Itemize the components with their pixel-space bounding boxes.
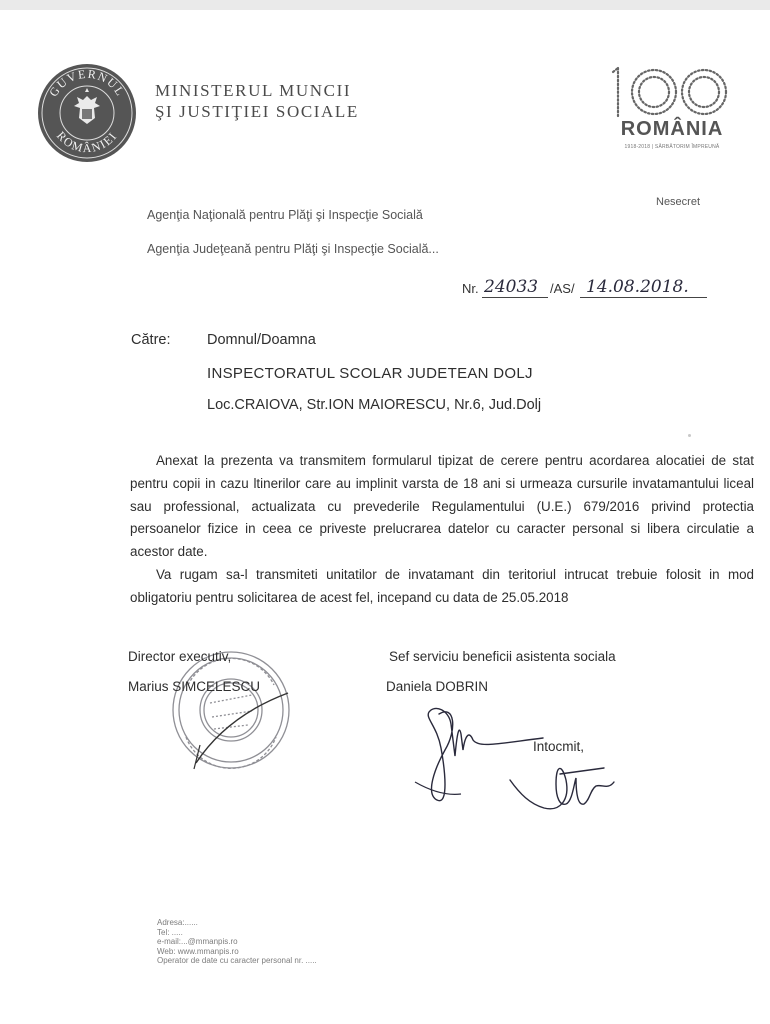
date-underline: [580, 297, 707, 298]
classification-label: Nesecret: [656, 196, 701, 208]
government-seal-logo: [36, 62, 138, 164]
addressee-location: Loc.CRAIOVA, Str.ION MAIORESCU, Nr.6, Jud.Dolj: [207, 397, 542, 413]
centenar-word: ROMÂNIA: [620, 118, 724, 140]
addressee-institution: INSPECTORATUL SCOLAR JUDETEAN DOLJ: [207, 365, 533, 382]
registration-reference: [462, 276, 707, 300]
footer-email: e-mail:...@mmanpis.ro: [157, 937, 238, 947]
svg-text:GUVERNUL: GUVERNUL: [46, 66, 128, 100]
preparer-signature: [500, 750, 630, 820]
svg-text:ROMÂNIEI: ROMÂNIEI: [53, 128, 121, 156]
ministry-line-1: MINISTERUL MUNCII: [155, 81, 352, 100]
scan-speck: [688, 434, 691, 437]
footer-contact: [157, 918, 317, 966]
body-paragraph-2: Va rugam sa-l transmiteti unitatilor de invatamant din teritoriul intrucat trebuie folosit in mod obligatoriu pentru solicitarea de acest fel, incepand cu data de 25.05.2018: [130, 567, 754, 605]
footer-data-operator: Operator de date cu caracter personal nr. .....: [157, 956, 317, 966]
footer-web: Web: www.mmanpis.ro: [157, 946, 239, 956]
service-chief-name: Daniela DOBRIN: [386, 679, 489, 694]
registration-separator: /AS/: [550, 281, 575, 296]
prepared-by-label: Intocmit,: [533, 739, 585, 754]
addressee-label: Către:: [131, 332, 171, 348]
footer-phone: Tel: .....: [157, 927, 183, 937]
footer-address: Adresa:......: [157, 918, 198, 927]
number-underline: [482, 297, 548, 298]
nr-label: Nr.: [462, 281, 479, 296]
body-paragraph-1: Anexat la prezenta va transmitem formularul tipizat de cerere pentru acordarea alocatiei de stat pentru copii in cazu ltinerilor care au implinit varsta de 18 ani si urmeaza cursurile invatamantului liceal sau professional, actualizata cu prevederile Regulamentului (U.E.) 679/2016 privind protectia persoanelor fizice in ceea ce priveste prelucrarea datelor cu caracter personal si libera circulatie a acestor date.: [130, 453, 754, 560]
centenar-subtitle: 1918-2018 | SĂRBĂTORIM ÎMPREUNĂ: [624, 144, 720, 150]
centenar-logo: [606, 62, 736, 152]
centenar-100-mark: [606, 62, 736, 122]
addressee-salutation: Domnul/Doamna: [207, 332, 316, 348]
ministry-line-2: ŞI JUSTIŢIEI SOCIALE: [155, 102, 359, 121]
ministry-name: [155, 80, 359, 122]
director-name: Marius SIMCELESCU: [128, 679, 261, 694]
scan-top-edge: [0, 0, 770, 10]
agency-county: Agenţia Judeţeană pentru Plăţi şi Inspecţie Socială...: [147, 242, 439, 256]
service-chief-role: Sef serviciu beneficii asistenta sociala: [389, 649, 616, 664]
registration-date: 14.08.2018.: [586, 277, 689, 297]
registration-number: 24033: [484, 277, 539, 297]
agency-national: Agenţia Naţională pentru Plăţi şi Inspecţie Socială: [147, 208, 423, 222]
official-stamp: [166, 645, 296, 775]
director-role: Director executiv,: [128, 649, 232, 664]
